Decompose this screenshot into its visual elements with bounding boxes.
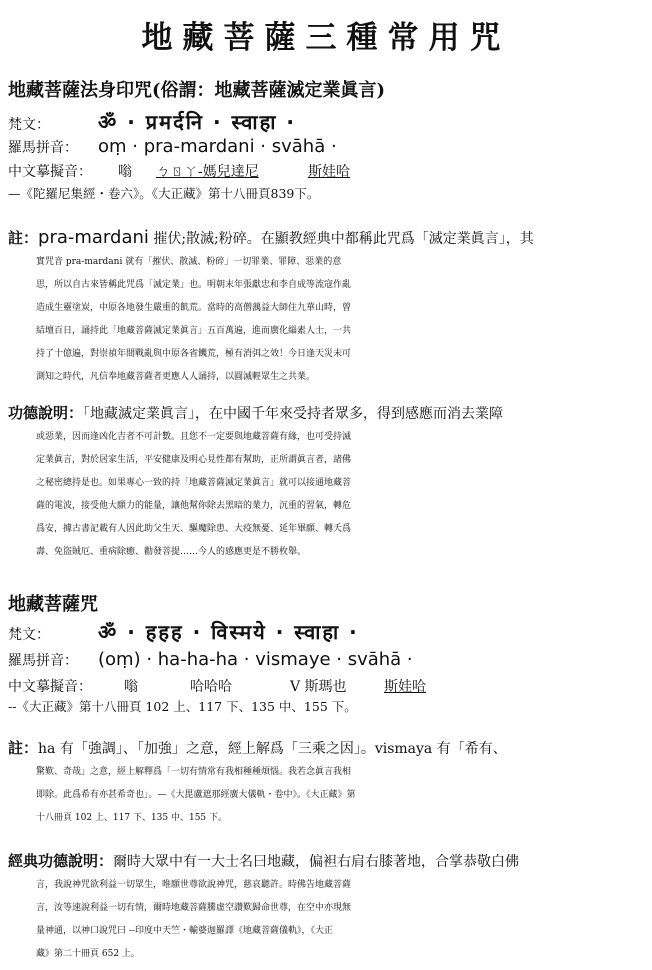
chinese-label: 中文摹擬音： bbox=[8, 679, 92, 695]
s1-chinese-row bbox=[8, 161, 350, 181]
note2-line: ha 有「強調」、「加強」之意，經上解爲「三乘之因」。vismaya 有「希有、 bbox=[38, 741, 507, 757]
merit1-line: 之秘密總持是也。如果專心一致的持「地藏菩薩滅定業眞言」就可以接通地藏菩 bbox=[36, 478, 352, 488]
merit2-line: 爾時大眾中有一大士名曰地藏，偏袒右肩右膝著地，合掌恭敬白佛 bbox=[113, 854, 520, 870]
chinese-label: 中文摹擬音： bbox=[8, 164, 92, 180]
s2-chinese-row bbox=[8, 676, 426, 696]
merit1-line: 定業眞言，對於居家生活，平安健康及明心見性都有幫助，正所謂眞言者，諸佛 bbox=[36, 455, 352, 465]
merit-mark: 功德說明： bbox=[8, 404, 84, 422]
sanskrit-text: ॐ · प्रमर्दनि · स्वाहा · bbox=[98, 110, 296, 134]
note1-line: 思，所以自古來皆稱此咒爲「滅定業」也。明朝末年張獻忠和李自成等流寇作亂 bbox=[36, 280, 352, 290]
merit1-line: 或惡業，因而逢凶化吉者不可計數。且您不一定要與地藏菩薩有緣，也可受持滅 bbox=[36, 432, 352, 442]
merit2-line: 量神通，以神口說咒曰 --印度中天竺・輸婆迦羅譯《地藏菩薩儀軌》，《大正 bbox=[36, 926, 333, 936]
note1-block bbox=[8, 226, 648, 389]
note1-line: 結壇百日，誦持此「地藏菩薩滅定業眞言」五百萬遍，進而廣化緇素人士，一共 bbox=[36, 326, 352, 336]
chinese-syllable-svaha: 斯娃哈 bbox=[308, 164, 350, 180]
merit2-block bbox=[8, 850, 648, 966]
note1-line: 實咒音 pra-mardani 就有「摧伏、散滅、粉碎」一切罪業、罪障、惡業的意 bbox=[36, 257, 342, 267]
note1-line: 持了十億遍，對崇禎年間戰亂與中原各省饑荒，極有消弭之效！今日逢天災未可 bbox=[36, 349, 352, 359]
chinese-syllable-hahaha: 哈哈哈 bbox=[190, 679, 232, 695]
section2-heading: 地藏菩薩咒 bbox=[8, 594, 98, 615]
note1-line: 測知之時代，凡信奉地藏菩薩者更應人人誦持，以圓滅輕眾生之共業。 bbox=[36, 372, 316, 382]
note1-line: 造成生靈塗炭，中原各地發生嚴重的飢荒。當時的高僧蕅益大師住九華山時，曾 bbox=[36, 303, 352, 313]
s1-source: —《陀羅尼集經・卷六》。《大正藏》第十八冊頁839下。 bbox=[8, 186, 320, 201]
s1-roman-row bbox=[8, 136, 337, 157]
sanskrit-label: 梵文： bbox=[8, 627, 50, 643]
sanskrit-label: 梵文： bbox=[8, 117, 50, 133]
s2-sanskrit-row bbox=[8, 618, 359, 645]
note2-block bbox=[8, 737, 648, 830]
merit2-line: 藏》第二十冊頁 652 上。 bbox=[36, 949, 140, 959]
merit1-line: 薩的電波，接受他大願力的能量，讓他幫你除去黑暗的業力，沉重的習氣，轉危 bbox=[36, 501, 352, 511]
merit2-line: 言，我說神咒欲利益一切眾生，唯願世尊欲說神咒，慈哀聽許。時佛告地藏菩薩 bbox=[36, 880, 352, 890]
roman-text: (oṃ) · ha-ha-ha · vismaye · svāhā · bbox=[98, 649, 413, 670]
note1-line: 摧伏;散滅;粉碎。在顯教經典中都稱此咒爲「滅定業眞言」，其 bbox=[153, 231, 534, 247]
note2-line: 驚歎、奇哉」之意，經上解釋爲「一切有情常有我相種種煩惱。我若念眞言我相 bbox=[36, 767, 352, 777]
merit1-line: 「地藏滅定業眞言」，在中國千年來受持者眾多，得到感應而消去業障 bbox=[83, 406, 504, 422]
note2-line: 即除。此爲希有亦甚希奇也」。—《大毘盧遮那經廣大儀軌・卷中》。《大正藏》第 bbox=[36, 790, 356, 800]
s2-source: --《大正藏》第十八冊頁 102 上、117 下、135 中、155 下。 bbox=[8, 699, 357, 714]
merit1-block bbox=[8, 402, 648, 564]
merit1-line: 爲安，據古書記載有人因此助父生天、驅魔除患、大疫無憂、延年畢願、轉夭爲 bbox=[36, 524, 352, 534]
s2-roman-row bbox=[8, 649, 413, 670]
chinese-syllable-vismaye: V 斯瑪也 bbox=[290, 679, 347, 695]
chinese-syllable-pramardani: ㄅㄖㄚ-媽兒達尼 bbox=[156, 164, 259, 180]
chinese-syllable-om: 嗡 bbox=[118, 164, 132, 180]
sanskrit-text: ॐ · हहह · विस्मये · स्वाहा · bbox=[98, 620, 359, 644]
merit1-line: 壽、免盜賊厄、重病除癒、勸發菩提……今人的感應更是不勝枚舉。 bbox=[36, 547, 307, 557]
chinese-syllable-om: 嗡 bbox=[124, 679, 138, 695]
note2-line: 十八冊頁 102 上、117 下、135 中、155 下。 bbox=[36, 813, 228, 823]
note1-term: pra-mardani bbox=[38, 227, 149, 248]
s1-sanskrit-row bbox=[8, 108, 296, 135]
merit-mark: 經典功德說明： bbox=[8, 852, 114, 870]
note-mark: 註： bbox=[8, 229, 39, 247]
merit2-line: 言，汝等速說利益一切有情，爾時地藏菩薩騰虛空讚歎歸命世尊，在空中亦現無 bbox=[36, 903, 352, 913]
section1-heading: 地藏菩薩法身印咒(俗謂：地藏菩薩滅定業眞言) bbox=[8, 80, 386, 101]
roman-label: 羅馬拼音： bbox=[8, 140, 78, 156]
roman-text: oṃ · pra-mardani · svāhā · bbox=[98, 136, 337, 157]
note-mark: 註： bbox=[8, 739, 39, 757]
roman-label: 羅馬拼音： bbox=[8, 653, 78, 669]
chinese-syllable-svaha: 斯娃哈 bbox=[384, 679, 426, 695]
page-title: 地藏菩薩三種常用咒 bbox=[141, 20, 511, 56]
